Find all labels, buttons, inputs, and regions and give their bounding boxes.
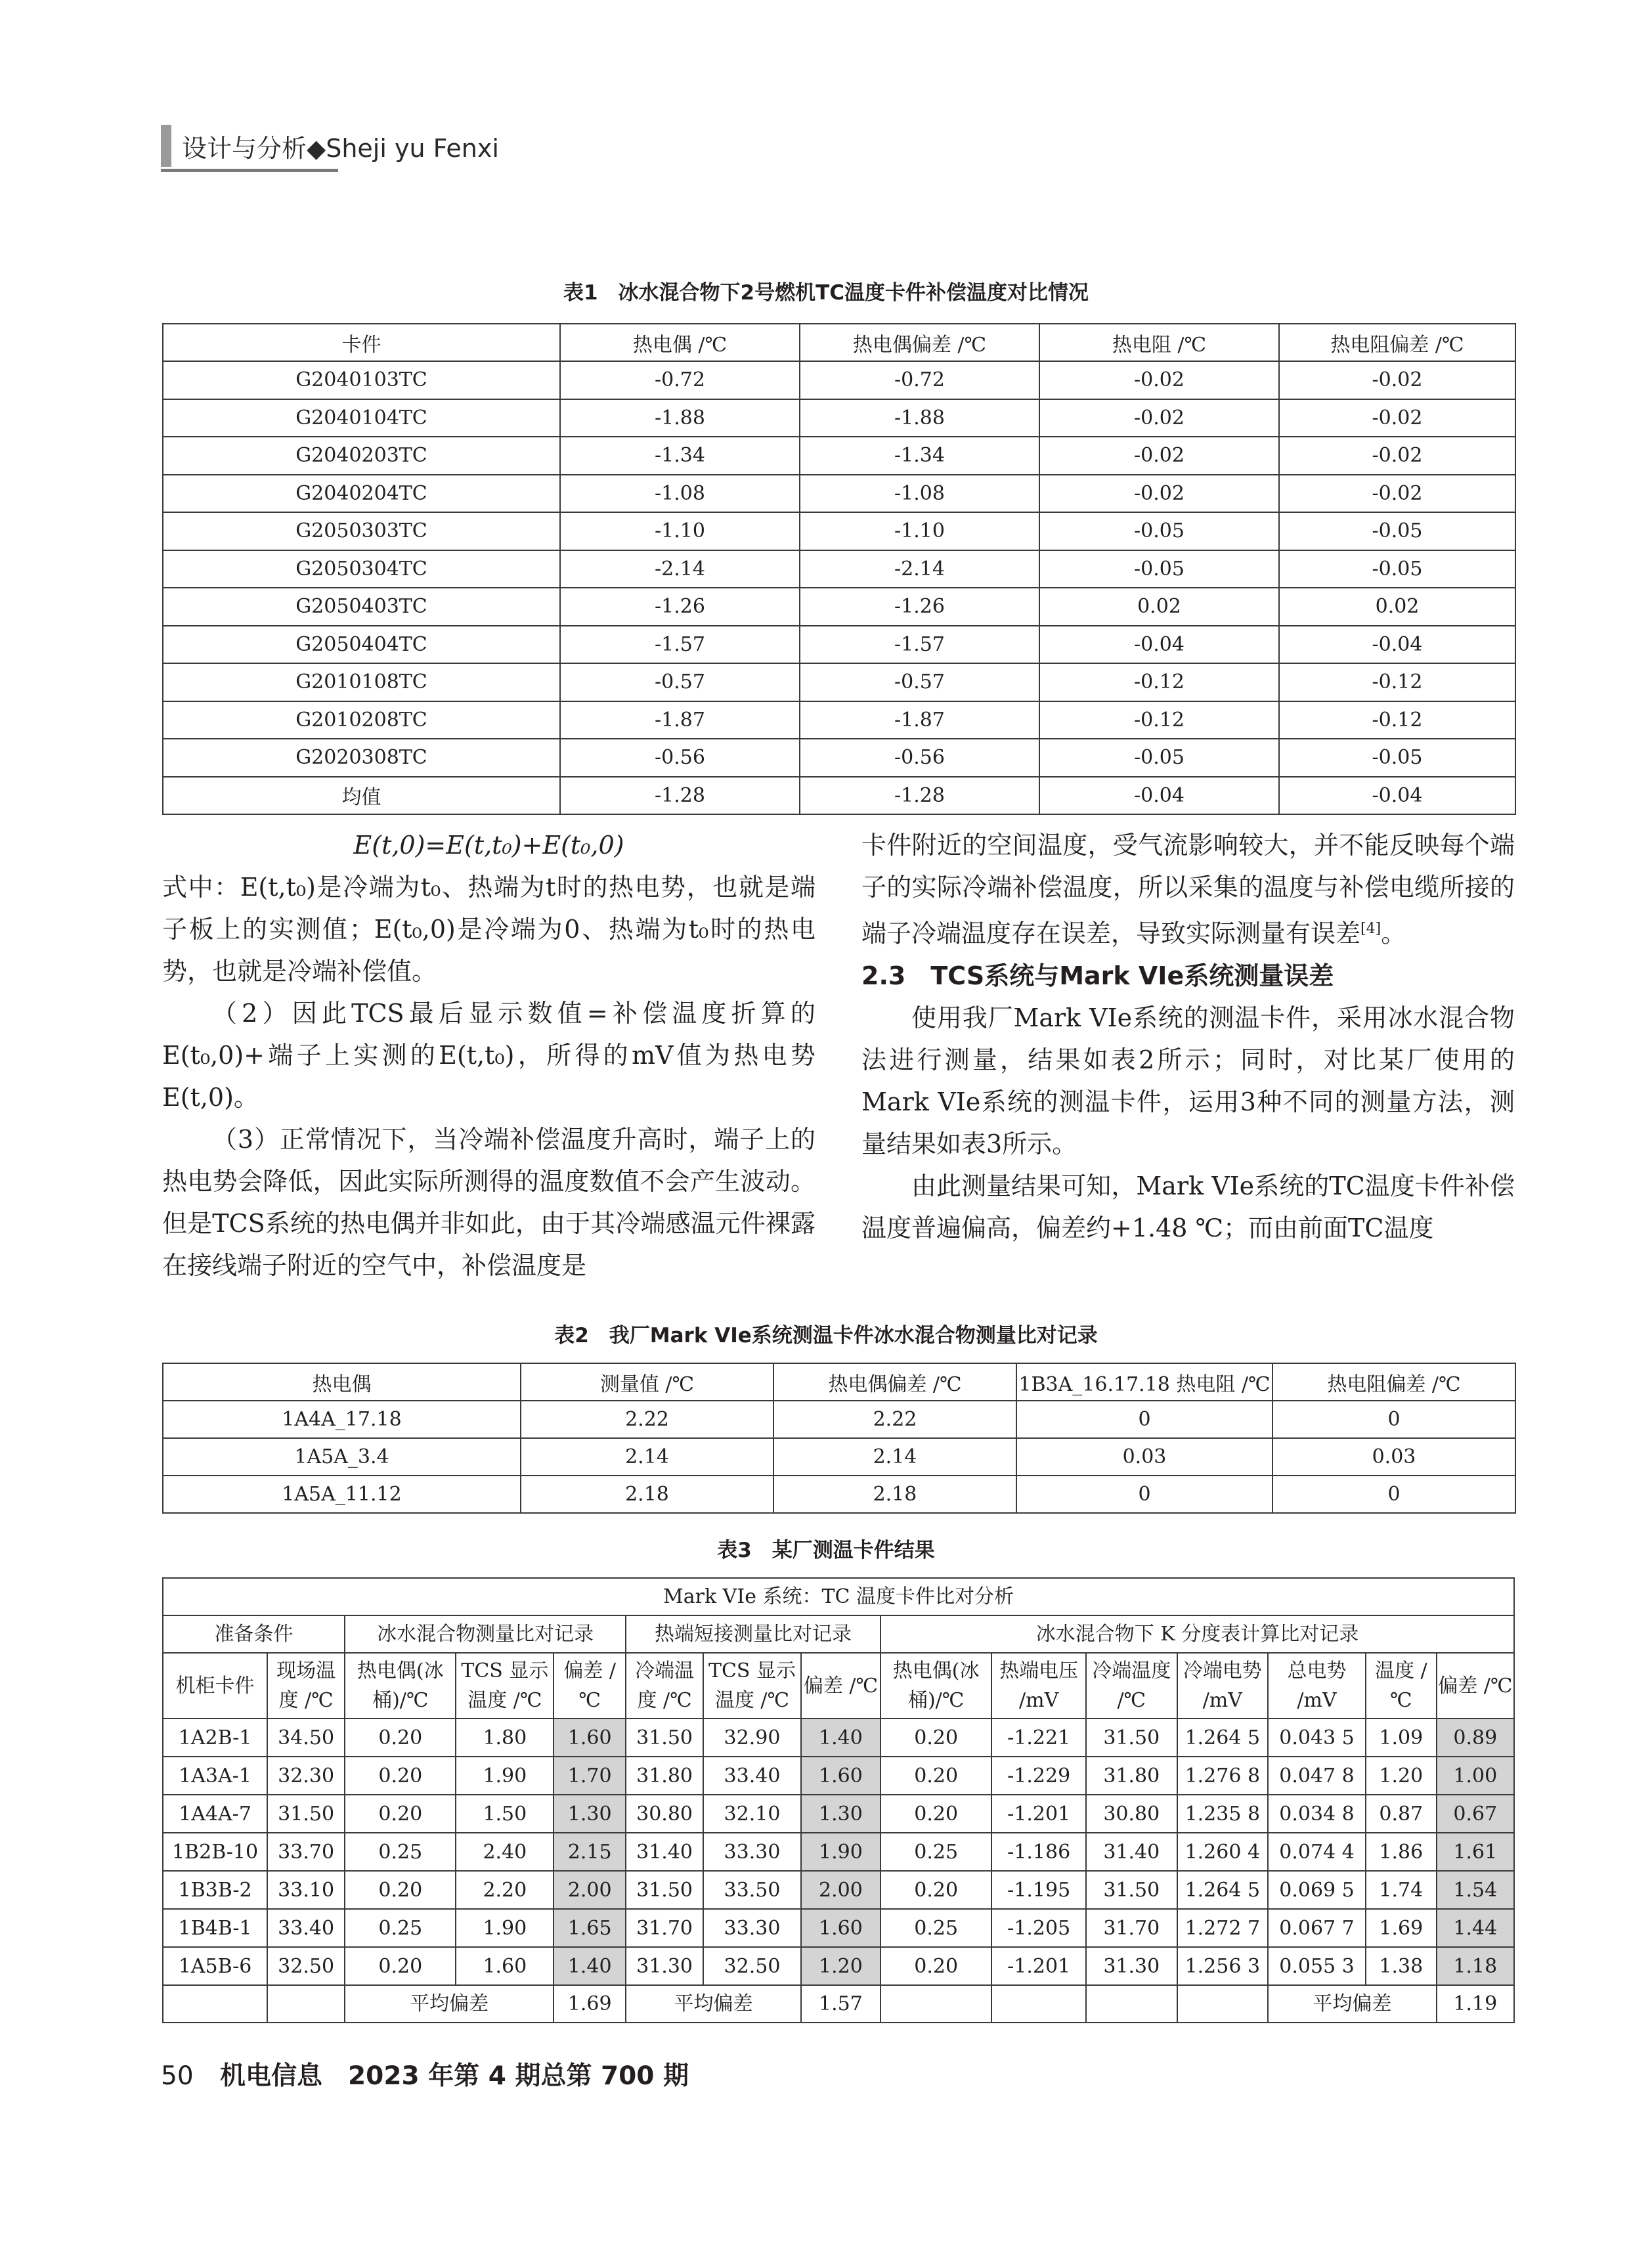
- table-cell: 0.20: [345, 1719, 456, 1757]
- table-cell: 1A4A-7: [163, 1795, 267, 1833]
- table-cell: 1.40: [554, 1947, 626, 1985]
- paragraph: 由此测量结果可知，Mark VIe系统的TC温度卡件补偿温度普遍偏高，偏差约+1.48 ℃；而由前面TC温度: [861, 1171, 1515, 1242]
- table-cell: 0.89: [1437, 1719, 1514, 1757]
- header-cell: 热端电压 /mV: [991, 1653, 1086, 1719]
- table-cell: 0: [1272, 1476, 1515, 1513]
- table-cell: 0.055 3: [1268, 1947, 1366, 1985]
- table-row: [163, 701, 1515, 739]
- left-text-column: [162, 824, 815, 1286]
- table-row: [163, 1947, 1514, 1985]
- table-cell: -0.02: [1039, 399, 1279, 437]
- table-cell: -0.12: [1039, 701, 1279, 739]
- table-row: [163, 1833, 1514, 1871]
- empty-cell: [1177, 1985, 1269, 2023]
- table-cell: G2040203TC: [163, 437, 560, 475]
- table-row: [163, 777, 1515, 815]
- table-cell: 2.14: [521, 1438, 773, 1476]
- table-cell: -0.72: [800, 361, 1039, 399]
- table-cell: 1.18: [1437, 1947, 1514, 1985]
- table1: [162, 323, 1516, 815]
- empty-cell: [880, 1985, 991, 2023]
- table-cell: 1B4B-1: [163, 1909, 267, 1947]
- table-cell: 32.90: [703, 1719, 801, 1757]
- table-row: [163, 1795, 1514, 1833]
- table-cell: -0.12: [1279, 663, 1515, 701]
- table-cell: 0.03: [1016, 1438, 1272, 1476]
- table-group-header-row: [163, 1615, 1514, 1653]
- table-cell: 32.10: [703, 1795, 801, 1833]
- empty-cell: [163, 1985, 267, 2023]
- header-cell: 热电偶偏差 /℃: [773, 1363, 1016, 1401]
- table-average-row: [163, 1985, 1514, 2023]
- table-cell: 0.20: [345, 1871, 456, 1909]
- table-cell: 0.03: [1272, 1438, 1515, 1476]
- table-cell: -0.02: [1279, 475, 1515, 513]
- header-cell: 偏差 /℃: [1437, 1653, 1514, 1719]
- table-cell: -1.34: [560, 437, 800, 475]
- table-cell: -0.04: [1279, 626, 1515, 664]
- table-cell: 31.50: [626, 1871, 703, 1909]
- group-header-cell: 准备条件: [163, 1615, 345, 1653]
- table-row: [163, 1438, 1515, 1476]
- table3: [162, 1577, 1515, 2023]
- table-cell: 0.20: [880, 1757, 991, 1795]
- table-cell: 31.40: [626, 1833, 703, 1871]
- group-header-cell: 热端短接测量比对记录: [626, 1615, 880, 1653]
- table1-caption: 表1 冰水混合物下2号燃机TC温度卡件补偿温度对比情况: [563, 281, 1089, 305]
- table-row: [163, 1871, 1514, 1909]
- table-cell: -2.14: [560, 550, 800, 588]
- table-row: [163, 1401, 1515, 1438]
- table-cell: 0.87: [1366, 1795, 1437, 1833]
- header-cell: 测量值 /℃: [521, 1363, 773, 1401]
- table-cell: -0.05: [1039, 550, 1279, 588]
- table-cell: 均值: [163, 777, 560, 815]
- table-cell: 1.09: [1366, 1719, 1437, 1757]
- table-cell: 31.50: [1086, 1719, 1177, 1757]
- header-cell: 热电偶(冰桶)/℃: [345, 1653, 456, 1719]
- footer: [161, 2055, 689, 2092]
- table-header-row: [163, 1363, 1515, 1401]
- table-cell: 0.034 8: [1268, 1795, 1366, 1833]
- table-cell: 0.20: [880, 1719, 991, 1757]
- table-cell: 33.10: [267, 1871, 345, 1909]
- table-cell: 1B2B-10: [163, 1833, 267, 1871]
- table-cell: -1.34: [800, 437, 1039, 475]
- table-cell: -0.12: [1039, 663, 1279, 701]
- table-cell: 0.067 7: [1268, 1909, 1366, 1947]
- table-cell: -0.57: [800, 663, 1039, 701]
- table-cell: -0.02: [1039, 361, 1279, 399]
- table-cell: -2.14: [800, 550, 1039, 588]
- header-cell: 冷端温度 /℃: [626, 1653, 703, 1719]
- table-cell: -1.221: [991, 1719, 1086, 1757]
- header-text: 设计与分析◆Sheji yu Fenxi: [182, 133, 499, 163]
- empty-cell: [991, 1985, 1086, 2023]
- table-cell: 2.20: [456, 1871, 554, 1909]
- table-cell: 0.20: [880, 1871, 991, 1909]
- table-cell: 1A5A_3.4: [163, 1438, 521, 1476]
- table-cell: -1.195: [991, 1871, 1086, 1909]
- table-cell: -1.10: [560, 512, 800, 550]
- table-cell: -1.229: [991, 1757, 1086, 1795]
- table-cell: G2050404TC: [163, 626, 560, 664]
- table-cell: 1.38: [1366, 1947, 1437, 1985]
- table-cell: 1.235 8: [1177, 1795, 1269, 1833]
- paragraph-end: 。: [1381, 919, 1406, 948]
- table-cell: 2.22: [521, 1401, 773, 1438]
- average-value: 1.69: [554, 1985, 626, 2023]
- paragraph: （2）因此TCS最后显示数值=补偿温度折算的E(t₀,0)+端子上实测的E(t,t₀)，所得的mV值为热电势E(t,0)。: [162, 999, 815, 1112]
- table-cell: 2.40: [456, 1833, 554, 1871]
- table-cell: -1.186: [991, 1833, 1086, 1871]
- table-cell: 1.90: [456, 1757, 554, 1795]
- table-cell: G2040204TC: [163, 475, 560, 513]
- table-cell: 31.50: [267, 1795, 345, 1833]
- running-header: [161, 125, 499, 167]
- journal-info: 机电信息 2023 年第 4 期总第 700 期: [220, 2061, 689, 2091]
- header-cell: 卡件: [163, 324, 560, 361]
- table-cell: 0.02: [1039, 588, 1279, 626]
- table-cell: 31.40: [1086, 1833, 1177, 1871]
- table-cell: 1.264 5: [1177, 1719, 1269, 1757]
- table2: [162, 1363, 1516, 1514]
- table-cell: 33.30: [703, 1833, 801, 1871]
- header-cell: 偏差 /℃: [801, 1653, 880, 1719]
- header-cell: 1B3A_16.17.18 热电阻 /℃: [1016, 1363, 1272, 1401]
- header-cell: 热电偶偏差 /℃: [800, 324, 1039, 361]
- table-cell: -0.56: [560, 739, 800, 777]
- table-row: [163, 663, 1515, 701]
- paragraph: 使用我厂Mark VIe系统的测温卡件，采用冰水混合物法进行测量，结果如表2所示；同时，对比某厂使用的Mark VIe系统的测温卡件，运用3种不同的测量方法，测量结果如表3所示。: [861, 1003, 1515, 1158]
- table2-caption: 表2 我厂Mark VIe系统测温卡件冰水混合物测量比对记录: [554, 1324, 1098, 1348]
- table-cell: 1A5A_11.12: [163, 1476, 521, 1513]
- table-cell: G2040104TC: [163, 399, 560, 437]
- header-cell: 冷端温度 /℃: [1086, 1653, 1177, 1719]
- table-cell: -0.05: [1039, 739, 1279, 777]
- table-cell: 32.30: [267, 1757, 345, 1795]
- table-cell: 1.20: [801, 1947, 880, 1985]
- table-cell: -0.02: [1279, 399, 1515, 437]
- table-cell: 2.15: [554, 1833, 626, 1871]
- table-cell: -0.02: [1039, 437, 1279, 475]
- table-cell: 0.20: [880, 1947, 991, 1985]
- table-cell: 33.40: [703, 1757, 801, 1795]
- table-cell: 31.30: [626, 1947, 703, 1985]
- table-cell: 1.272 7: [1177, 1909, 1269, 1947]
- table-cell: 0.047 8: [1268, 1757, 1366, 1795]
- table-cell: 1.60: [554, 1719, 626, 1757]
- table-cell: 0.20: [345, 1795, 456, 1833]
- table-row: [163, 512, 1515, 550]
- table-cell: -0.02: [1279, 437, 1515, 475]
- table-row: [163, 475, 1515, 513]
- table-cell: 1.60: [801, 1909, 880, 1947]
- table-cell: 1A3A-1: [163, 1757, 267, 1795]
- table-cell: -1.08: [560, 475, 800, 513]
- section-heading: 2.3 TCS系统与Mark VIe系统测量误差: [861, 961, 1334, 990]
- header-cell: 总电势 /mV: [1268, 1653, 1366, 1719]
- table-cell: 0.074 4: [1268, 1833, 1366, 1871]
- table-cell: 33.50: [703, 1871, 801, 1909]
- table-cell: -1.57: [800, 626, 1039, 664]
- table-cell: 1.61: [1437, 1833, 1514, 1871]
- table-cell: G2040103TC: [163, 361, 560, 399]
- table-cell: 1B3B-2: [163, 1871, 267, 1909]
- table-row: [163, 739, 1515, 777]
- table-cell: 0: [1016, 1401, 1272, 1438]
- table-cell: 33.70: [267, 1833, 345, 1871]
- table-row: [163, 1476, 1515, 1513]
- table-cell: 31.80: [1086, 1757, 1177, 1795]
- table-cell: G2050303TC: [163, 512, 560, 550]
- table-cell: 1.69: [1366, 1909, 1437, 1947]
- table-cell: 33.40: [267, 1909, 345, 1947]
- table-cell: 31.50: [626, 1719, 703, 1757]
- table-cell: -1.28: [560, 777, 800, 815]
- table-cell: -0.04: [1039, 626, 1279, 664]
- group-header-cell: 冰水混合物下 K 分度表计算比对记录: [880, 1615, 1514, 1653]
- header-cell: TCS 显示温度 /℃: [703, 1653, 801, 1719]
- table-cell: 1.256 3: [1177, 1947, 1269, 1985]
- table-cell: -0.04: [1279, 777, 1515, 815]
- table-row: [163, 1757, 1514, 1795]
- table-cell: 1.70: [554, 1757, 626, 1795]
- table-cell: G2050304TC: [163, 550, 560, 588]
- table-cell: 1A5B-6: [163, 1947, 267, 1985]
- right-text-column: [861, 824, 1515, 1249]
- table-cell: -0.72: [560, 361, 800, 399]
- table-cell: 0.25: [345, 1909, 456, 1947]
- table-row: [163, 361, 1515, 399]
- table-cell: -1.57: [560, 626, 800, 664]
- header-cell: 热电偶: [163, 1363, 521, 1401]
- table-cell: 1.86: [1366, 1833, 1437, 1871]
- table-cell: -0.05: [1039, 512, 1279, 550]
- table-cell: 1.80: [456, 1719, 554, 1757]
- table-cell: 0.069 5: [1268, 1871, 1366, 1909]
- table-cell: -1.28: [800, 777, 1039, 815]
- table-row: [163, 588, 1515, 626]
- header-cell: TCS 显示温度 /℃: [456, 1653, 554, 1719]
- table-cell: -1.88: [800, 399, 1039, 437]
- table-cell: 0.02: [1279, 588, 1515, 626]
- table-cell: 2.22: [773, 1401, 1016, 1438]
- table-cell: 0.20: [345, 1947, 456, 1985]
- page-number: 50: [161, 2061, 194, 2091]
- paragraph: （3）正常情况下，当冷端补偿温度升高时，端子上的热电势会降低，因此实际所测得的温度数值不会产生波动。但是TCS系统的热电偶并非如此，由于其冷端感温元件裸露在接线端子附近的空气中，补偿温度是: [162, 1125, 815, 1280]
- table-cell: 1.264 5: [1177, 1871, 1269, 1909]
- table-cell: -0.04: [1039, 777, 1279, 815]
- table-cell: -0.12: [1279, 701, 1515, 739]
- table-cell: 0.25: [880, 1909, 991, 1947]
- table-cell: 31.70: [1086, 1909, 1177, 1947]
- table-cell: 34.50: [267, 1719, 345, 1757]
- table-cell: 2.00: [801, 1871, 880, 1909]
- table-cell: 31.70: [626, 1909, 703, 1947]
- table-cell: 32.50: [703, 1947, 801, 1985]
- table-row: [163, 399, 1515, 437]
- header-cell: 热电阻偏差 /℃: [1279, 324, 1515, 361]
- table-cell: 1.260 4: [1177, 1833, 1269, 1871]
- table-row: [163, 437, 1515, 475]
- table3-caption: 表3 某厂测温卡件结果: [717, 1539, 935, 1562]
- table-row: [163, 550, 1515, 588]
- average-label: 平均偏差: [626, 1985, 801, 2023]
- table-cell: G2010208TC: [163, 701, 560, 739]
- table-cell: 2.00: [554, 1871, 626, 1909]
- table-header-row: [163, 1653, 1514, 1719]
- table-cell: 31.50: [1086, 1871, 1177, 1909]
- group-header-cell: 冰水混合物测量比对记录: [345, 1615, 626, 1653]
- table-header-row: [163, 324, 1515, 361]
- table-cell: G2010108TC: [163, 663, 560, 701]
- table-cell: -1.87: [800, 701, 1039, 739]
- table-cell: 0.043 5: [1268, 1719, 1366, 1757]
- header-bar: [161, 125, 171, 167]
- paragraph: [861, 824, 1515, 955]
- table-cell: 31.80: [626, 1757, 703, 1795]
- table-cell: -1.10: [800, 512, 1039, 550]
- table-cell: -0.05: [1279, 512, 1515, 550]
- header-cell: 热电偶 /℃: [560, 324, 800, 361]
- formula: E(t,0)=E(t,t₀)+E(t₀,0): [353, 831, 624, 860]
- table-title-cell: Mark VIe 系统：TC 温度卡件比对分析: [163, 1578, 1514, 1615]
- table-cell: -1.205: [991, 1909, 1086, 1947]
- table-cell: 1.60: [801, 1757, 880, 1795]
- table-cell: 33.30: [703, 1909, 801, 1947]
- header-cell: 冷端电势 /mV: [1177, 1653, 1269, 1719]
- table-cell: 1.54: [1437, 1871, 1514, 1909]
- table-cell: 2.18: [773, 1476, 1016, 1513]
- table-cell: 1A2B-1: [163, 1719, 267, 1757]
- table-cell: 1.44: [1437, 1909, 1514, 1947]
- table-cell: 0.67: [1437, 1795, 1514, 1833]
- table-cell: -1.201: [991, 1795, 1086, 1833]
- header-cell: 热电阻 /℃: [1039, 324, 1279, 361]
- table-cell: -0.05: [1279, 739, 1515, 777]
- paragraph-text: 卡件附近的空间温度，受气流影响较大，并不能反映每个端子的实际冷端补偿温度，所以采集的温度与补偿电缆所接的端子冷端温度存在误差，导致实际测量有误差: [861, 831, 1515, 948]
- table-cell: -1.201: [991, 1947, 1086, 1985]
- table-title-row: [163, 1578, 1514, 1615]
- header-cell: 热电阻偏差 /℃: [1272, 1363, 1515, 1401]
- average-label: 平均偏差: [345, 1985, 554, 2023]
- table-cell: 1.50: [456, 1795, 554, 1833]
- table-cell: 0.20: [880, 1795, 991, 1833]
- table-cell: 30.80: [1086, 1795, 1177, 1833]
- table-cell: 1.20: [1366, 1757, 1437, 1795]
- table-row: [163, 1909, 1514, 1947]
- table-cell: 0.25: [345, 1833, 456, 1871]
- table-cell: 31.30: [1086, 1947, 1177, 1985]
- header-cell: 现场温度 /℃: [267, 1653, 345, 1719]
- header-cell: 热电偶(冰桶)/℃: [880, 1653, 991, 1719]
- table-cell: -0.02: [1279, 361, 1515, 399]
- table-cell: G2050403TC: [163, 588, 560, 626]
- table-cell: 1.276 8: [1177, 1757, 1269, 1795]
- table-cell: 32.50: [267, 1947, 345, 1985]
- table-cell: 1.65: [554, 1909, 626, 1947]
- table-row: [163, 1719, 1514, 1757]
- table-cell: -1.08: [800, 475, 1039, 513]
- table-cell: -0.57: [560, 663, 800, 701]
- table-cell: G2020308TC: [163, 739, 560, 777]
- header-cell: 机柜卡件: [163, 1653, 267, 1719]
- table-cell: 0.20: [345, 1757, 456, 1795]
- table-cell: -1.26: [800, 588, 1039, 626]
- paragraph: 式中：E(t,t₀)是冷端为t₀、热端为t时的热电势，也就是端子板上的实测值；E(t₀,0)是冷端为0、热端为t₀时的热电势，也就是冷端补偿值。: [162, 873, 815, 986]
- table-cell: -1.87: [560, 701, 800, 739]
- table-cell: 1.74: [1366, 1871, 1437, 1909]
- table-cell: -1.26: [560, 588, 800, 626]
- table-cell: 1.90: [456, 1909, 554, 1947]
- table-cell: 1.30: [554, 1795, 626, 1833]
- header-cell: 偏差 /℃: [554, 1653, 626, 1719]
- table-cell: 30.80: [626, 1795, 703, 1833]
- header-cell: 温度 /℃: [1366, 1653, 1437, 1719]
- table-cell: 2.18: [521, 1476, 773, 1513]
- table-cell: 1A4A_17.18: [163, 1401, 521, 1438]
- average-label: 平均偏差: [1268, 1985, 1437, 2023]
- table-cell: -0.56: [800, 739, 1039, 777]
- table-row: [163, 626, 1515, 664]
- table-cell: 1.40: [801, 1719, 880, 1757]
- table-cell: 0.25: [880, 1833, 991, 1871]
- table-cell: 0: [1016, 1476, 1272, 1513]
- table-cell: -0.05: [1279, 550, 1515, 588]
- table-cell: 1.90: [801, 1833, 880, 1871]
- table-cell: 2.14: [773, 1438, 1016, 1476]
- citation: [4]: [1360, 921, 1381, 937]
- average-value: 1.57: [801, 1985, 880, 2023]
- average-value: 1.19: [1437, 1985, 1514, 2023]
- table-cell: 1.60: [456, 1947, 554, 1985]
- table-cell: -0.02: [1039, 475, 1279, 513]
- table-cell: 0: [1272, 1401, 1515, 1438]
- table-cell: 1.00: [1437, 1757, 1514, 1795]
- table-cell: 1.30: [801, 1795, 880, 1833]
- header-rule: [161, 169, 338, 172]
- empty-cell: [1086, 1985, 1177, 2023]
- table-cell: -1.88: [560, 399, 800, 437]
- empty-cell: [267, 1985, 345, 2023]
